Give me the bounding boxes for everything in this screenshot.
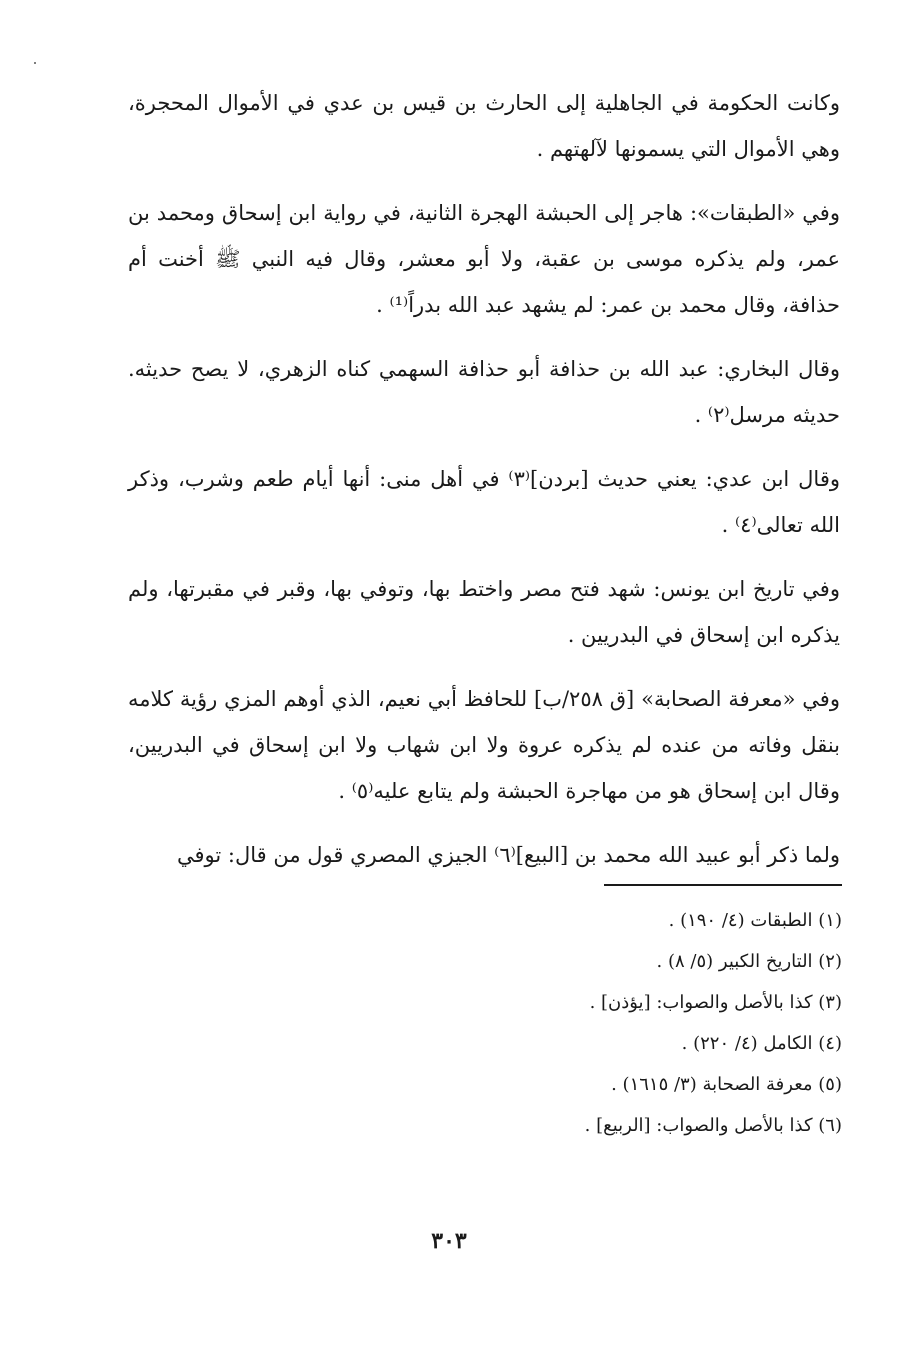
- footnotes: [300, 900, 842, 1146]
- paragraph-5: وفي تاريخ ابن يونس: شهد فتح مصر واختط بها، وتوفي بها، وقبر في مقبرتها، ولم يذكره ابن إسحاق في البدريين .: [128, 577, 840, 647]
- paragraph-6: وفي «معرفة الصحابة» [ق ٢٥٨/ب] للحافظ أبي نعيم، الذي أوهم المزي رؤية كلامه بنقل وفاته من عنده لم يذكره عروة ولا ابن شهاب ولا ابن إسحاق في البدريين، وقال ابن إسحاق هو من مهاجرة الحبشة ولم يتابع عليه⁽٥⁾ .: [128, 687, 840, 803]
- scan-speck: [34, 62, 36, 64]
- footnote-separator: [604, 884, 842, 886]
- paragraph-7: ولما ذكر أبو عبيد الله محمد بن [البيع]⁽٦⁾ الجيزي المصري قول من قال: توفي: [176, 843, 840, 867]
- footnote-4: (٤) الكامل (٤/ ٢٢٠) .: [681, 1033, 842, 1054]
- main-text: [128, 80, 840, 896]
- paragraph-4: وقال ابن عدي: يعني حديث [بردن]⁽٣⁾ في أهل منى: أنها أيام طعم وشرب، وذكر الله تعالى⁽٤⁾ .: [128, 467, 840, 537]
- page-number: ٣٠٣: [431, 1228, 467, 1254]
- footnote-3: (٣) كذا بالأصل والصواب: [يؤذن] .: [589, 992, 842, 1013]
- footnote-6: (٦) كذا بالأصل والصواب: [الربيع] .: [584, 1115, 842, 1136]
- footnote-5: (٥) معرفة الصحابة (٣/ ١٦١٥) .: [611, 1074, 842, 1095]
- footnote-2: (٢) التاريخ الكبير (٥/ ٨) .: [656, 951, 842, 972]
- paragraph-2: وفي «الطبقات»: هاجر إلى الحبشة الهجرة الثانية، في رواية ابن إسحاق ومحمد بن عمر، ولم يذكره موسى بن عقبة، ولا أبو معشر، وقال فيه النبي ﷺ أخنت أم حذافة، وقال محمد بن عمر: لم يشهد عبد الله بدراً⁽¹⁾ .: [128, 201, 840, 317]
- footnote-1: (١) الطبقات (٤/ ١٩٠) .: [668, 910, 842, 931]
- paragraph-1: وكانت الحكومة في الجاهلية إلى الحارث بن قيس بن عدي في الأموال المحجرة، وهي الأموال التي يسمونها لآلهتهم .: [128, 91, 840, 161]
- paragraph-3: وقال البخاري: عبد الله بن حذافة أبو حذافة السهمي كناه الزهري، لا يصح حديثه. حديثه مرسل⁽٢⁾ .: [128, 357, 840, 427]
